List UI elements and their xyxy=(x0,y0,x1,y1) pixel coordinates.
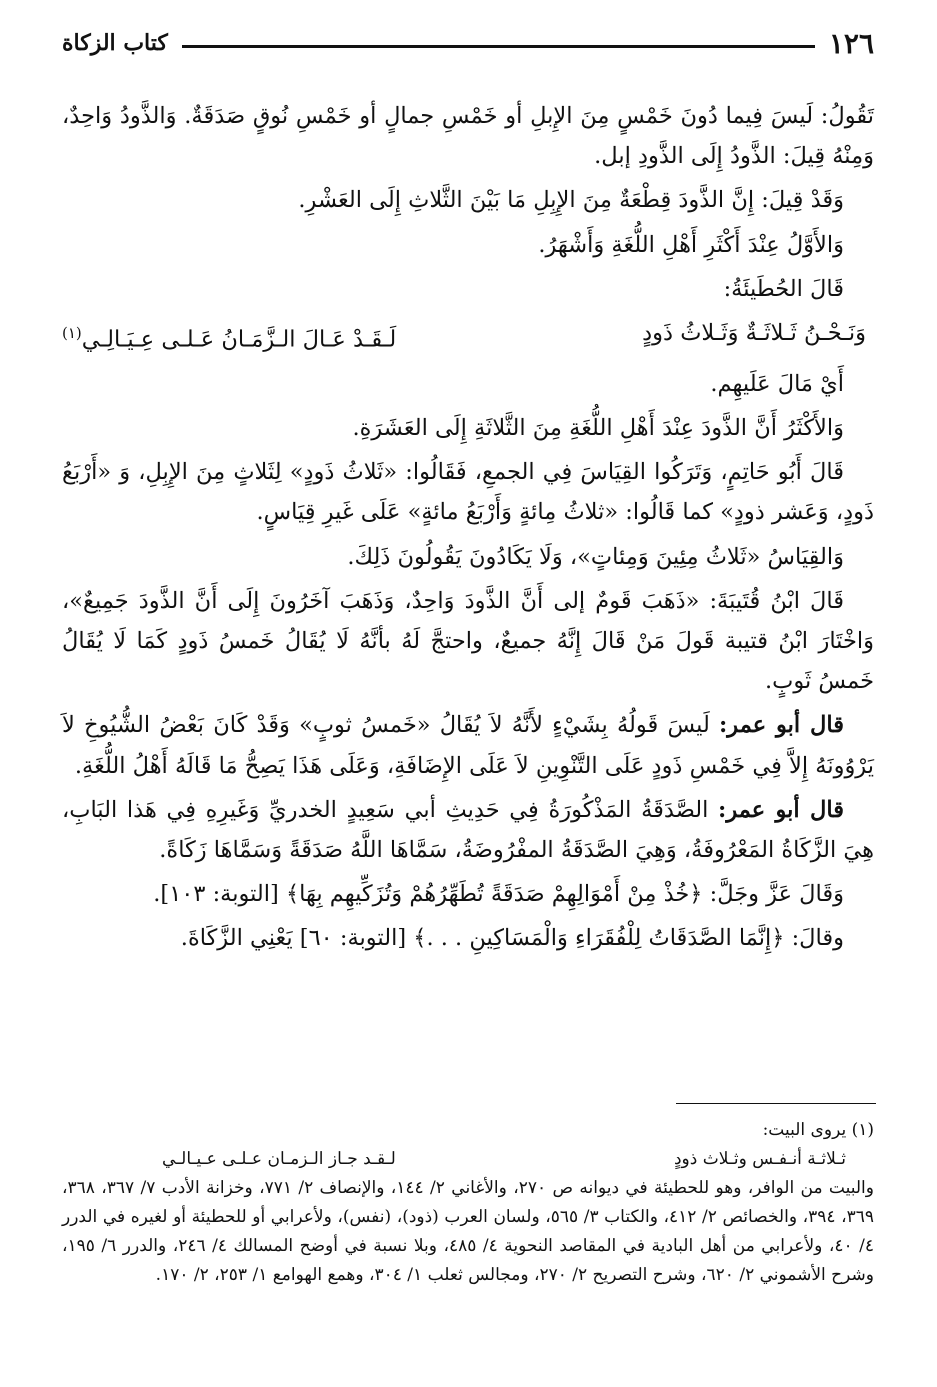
footnote-intro: (١) يروى البيت: xyxy=(762,1120,874,1140)
verse-second-hemistich xyxy=(62,313,396,360)
paragraph xyxy=(62,705,874,785)
footnote-text: والبيت من الوافر، وهو للحطيئة في ديوانه ص ٢٧٠، والأغاني ٢/ ١٤٤، والإنصاف ٢/ ٧٧١، وخزانة الأدب ٧/ ٣٦٧، ٣٦٨، ٣٦٩، ٣٩٤، والخصائص ٢/ ٤١٢، والكتاب ٣/ ٥٦٥، ولسان العرب (ذود)، (نفس)، ولأعرابي أو للحطيئة أو لغيره في الدرر ٤/ ٤٠، ولأعرابي من أهل البادية في المقاصد النحوية ٤/ ٤٨٥، وبلا نسبة في أوضح المسالك ٤/ ٢٤٦، والدرر ٦/ ١٩٥، وشرح الأشموني ٢/ ٦٢٠، وشرح التصريح ٢/ ٢٧٠، ومجالس ثعلب ١/ ٣٠٤، وهمع الهوامع ١/ ٢٥٣، ٢/ ١٧٠. xyxy=(62,1178,874,1285)
paragraph: قَالَ أَبُو حَاتِمٍ، وَتَرَكُوا القِيَاسَ فِي الجمعِ، فَقَالُوا: «ثَلاثُ ذَودٍ» لِثَلاثٍ مِنَ الإِبِلِ، وَ «أَرْبَعُ ذَودٍ، وَعَشر ذودٍ» كما قَالُوا: «ثلاثُ مِائةٍ وَأَرْبَعُ مائةٍ» عَلَى غَيرِ قِيَاسٍ. xyxy=(62,459,874,526)
paragraph: وَالأَكْثَرُ أَنَّ الذَّودَ عِنْدَ أَهْلِ اللُّغَةِ مِنَ الثَّلاثَةِ إِلَى العَشَرَةِ. xyxy=(352,414,844,441)
speaker-label: قال أبو عمر: xyxy=(718,796,844,823)
speaker-label: قال أبو عمر: xyxy=(719,712,844,739)
paragraph: قَالَ ابْنُ قُتَيبَةَ: «ذَهَبَ قَومٌ إلى أَنَّ الذَّودَ وَاحِدٌ، وَذَهَبَ آخَرُونَ إِلَى أَنَّ الذَّودَ جَمِيعٌ»، وَاخْتَارَ ابْنُ قتيبة قَولَ مَنْ قَالَ إِنَّهُ جميعٌ، واحتجَّ لَهُ بأنَّهُ لَا يُقَالُ خَمسُ ذَودٍ كَمَا لَا يُقَالُ خَمسُ ثَوبٍ. xyxy=(62,587,874,695)
header-rule xyxy=(182,45,815,48)
paragraph-text: لَيسَ قَولُهُ بِشَيْءٍ لأَنَّهُ لاَ يُقَالُ «خَمسُ ثوبٍ» وَقَدْ كَانَ بَعْضُ الشُّيُوخِ لاَ يَرْوُونَهُ إِلاَّ فِي خَمْسِ ذَودٍ عَلَى التَّنْوِينِ لاَ عَلَى الإِضَافَةِ، وَعَلَى هَذَا يَصِحُّ مَا قَالَهُ أَهْلُ اللُّغَةِ. xyxy=(62,712,874,779)
page-header xyxy=(62,26,874,60)
paragraph xyxy=(62,790,874,870)
paragraph-text: الصَّدَقَةُ المَذْكُورَةُ فِي حَدِيثِ أبي سَعِيدٍ الخدريِّ وَغَيرِهِ فِي هَذا البَابِ، هِيَ الزَّكَاةُ المَعْرُوفَةُ، وَهِيَ الصَّدَقَةُ المفْرُوضَةُ، سَمَّاهَا اللَّهُ صَدَقَةً وَسَمَّاهَا زَكَاةً. xyxy=(62,796,874,863)
quran-citation: وَقَالَ عَزَّ وجَلَّ: ﴿خُذْ مِنْ أَمْوَالِهِمْ صَدَقَةً تُطَهِّرُهُمْ وَتُزَكِّيهِم بِهَا﴾ [التوبة: ١٠٣]. xyxy=(153,881,844,908)
verse-first-hemistich: وَنَـحْـنُ ثَـلاثَـةٌ وَثَـلاثُ ذَودٍ xyxy=(642,320,866,347)
paragraph: أَيْ مَالَ عَلَيهِم. xyxy=(710,370,844,397)
paragraph: وَقَدْ قِيلَ: إِنَّ الذَّودَ قِطْعَةٌ مِنَ الإِبِلِ مَا بَيْنَ الثَّلاثِ إِلَى العَشْرِ. xyxy=(298,187,844,214)
poem-verse xyxy=(62,313,874,360)
paragraph: وَالأَوَّلُ عِنْدَ أَكْثَرِ أَهْلِ اللُّغَةِ وَأَشْهَرُ. xyxy=(538,231,844,258)
paragraph: قَالَ الحُطَيئَةُ: xyxy=(723,275,844,302)
verse-second-text: لَـقَـدْ عَـالَ الـزَّمَـانُ عَـلـى عِـيَـالِـي xyxy=(81,326,397,353)
paragraph: وَالقِيَاسُ «ثَلاثُ مِئِينَ وَمِئاتٍ»، وَلَا يَكَادُونَ يَقُولُونَ ذَلِكَ. xyxy=(347,543,844,570)
page-number: ١٢٦ xyxy=(828,26,874,60)
running-title: كتاب الزكاة xyxy=(62,30,168,56)
paragraph: تَقُولُ: لَيسَ فِيما دُونَ خَمْسٍ مِنَ الإِبلِ أو خَمْسِ جمالٍ أو خَمْسِ نُوقٍ صَدَقَةٌ. وَالذَّودُ وَاحِدٌ، وَمِنْهُ قِيلَ: الذَّودُ إِلَى الذَّودِ إبل. xyxy=(62,103,874,170)
footnote-verse xyxy=(62,1145,874,1174)
footnote-verse-first: ثـلاثـة أنـفـس وثـلاث ذودٍ xyxy=(673,1149,846,1169)
footnote-verse-second: لـقـد جـاز الـزمـان عـلـى عـيـالـي xyxy=(162,1149,396,1169)
footnotes xyxy=(62,1116,874,1290)
footnote-ref: (١) xyxy=(62,324,82,343)
quran-citation: وقالَ: ﴿إِنَّمَا الصَّدَقَاتُ لِلْفُقَرَاءِ وَالْمَسَاكِينِ . . .﴾ [التوبة: ٦٠] يَعْنِي الزَّكَاةَ. xyxy=(180,925,844,952)
main-text xyxy=(62,96,874,963)
footnote-separator xyxy=(676,1103,876,1104)
